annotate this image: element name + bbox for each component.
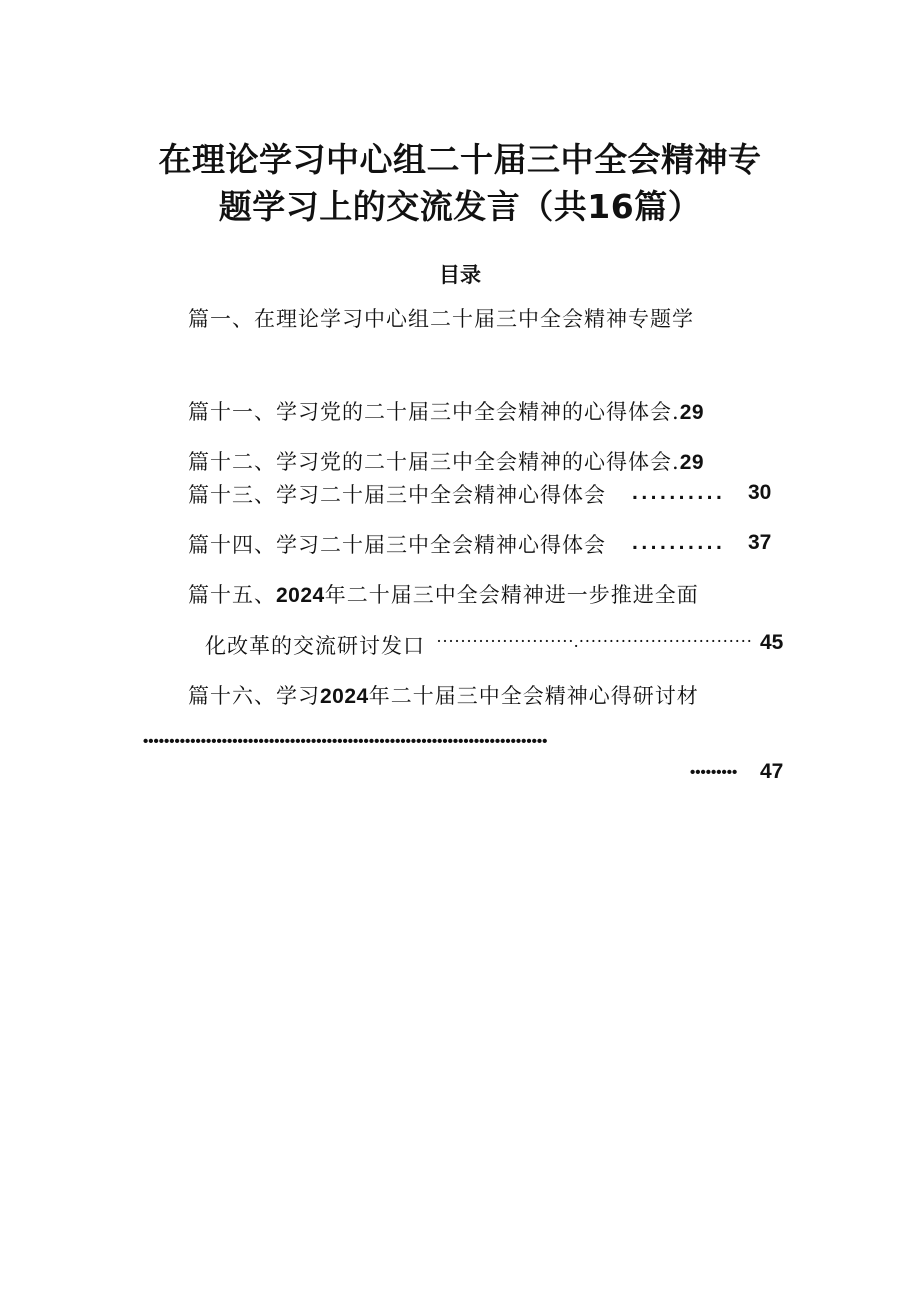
toc-entry-page: 45	[760, 631, 784, 654]
toc-entry-text: 篇一、在理论学习中心组二十届三中全会精神专题学	[188, 307, 694, 331]
toc-entry-year: 2024	[320, 685, 369, 708]
toc-entry-14[interactable]	[188, 529, 606, 559]
toc-entry-text: 篇十一、学习党的二十届三中全会精神的心得体会.	[188, 400, 680, 424]
toc-entry-text: 篇十四、学习二十届三中全会精神心得体会	[188, 533, 606, 557]
toc-entry-page: 30	[748, 481, 772, 504]
toc-leader-dots: •••••••••	[690, 764, 738, 781]
toc-entry-page: 29	[679, 401, 705, 424]
toc-entry-page: 47	[760, 760, 784, 783]
document-title-line-1: 在理论学习中心组二十届三中全会精神专	[158, 140, 762, 179]
toc-entry-15-continuation[interactable]	[205, 630, 425, 660]
toc-entry-text: 篇十二、学习党的二十届三中全会精神的心得体会.	[188, 450, 680, 474]
toc-entry-text: 篇十六、学习	[188, 684, 320, 708]
toc-entry-1[interactable]	[188, 303, 694, 333]
toc-heading: 目录	[439, 263, 481, 287]
toc-entry-16[interactable]	[188, 680, 699, 710]
toc-entry-page: 37	[748, 531, 772, 554]
toc-entry-text: 篇十五、	[188, 583, 276, 607]
toc-entry-15[interactable]	[188, 579, 699, 609]
toc-leader-dots: •••••••••••••••••••••••••••••••••••••••••••••••••••••••••••••••••••••••••••••	[143, 733, 548, 750]
toc-leader-dots: ..........	[632, 531, 726, 554]
toc-entry-page: 29	[679, 451, 705, 474]
toc-entry-13[interactable]	[188, 479, 606, 509]
toc-entry-12[interactable]	[188, 446, 704, 476]
toc-leader-dots: ·······················.·····························	[436, 631, 753, 651]
document-title-line-2: 题学习上的交流发言（共16篇）	[218, 187, 702, 226]
toc-entry-text: 化改革的交流研讨发口	[205, 634, 425, 658]
toc-entry-11[interactable]	[188, 396, 704, 426]
toc-entry-year: 2024	[276, 584, 325, 607]
toc-entry-text-continued: 年二十届三中全会精神进一步推进全面	[324, 583, 699, 607]
toc-leader-dots: ..........	[632, 481, 726, 504]
toc-entry-text-continued: 年二十届三中全会精神心得研讨材	[368, 684, 699, 708]
toc-entry-text: 篇十三、学习二十届三中全会精神心得体会	[188, 483, 606, 507]
